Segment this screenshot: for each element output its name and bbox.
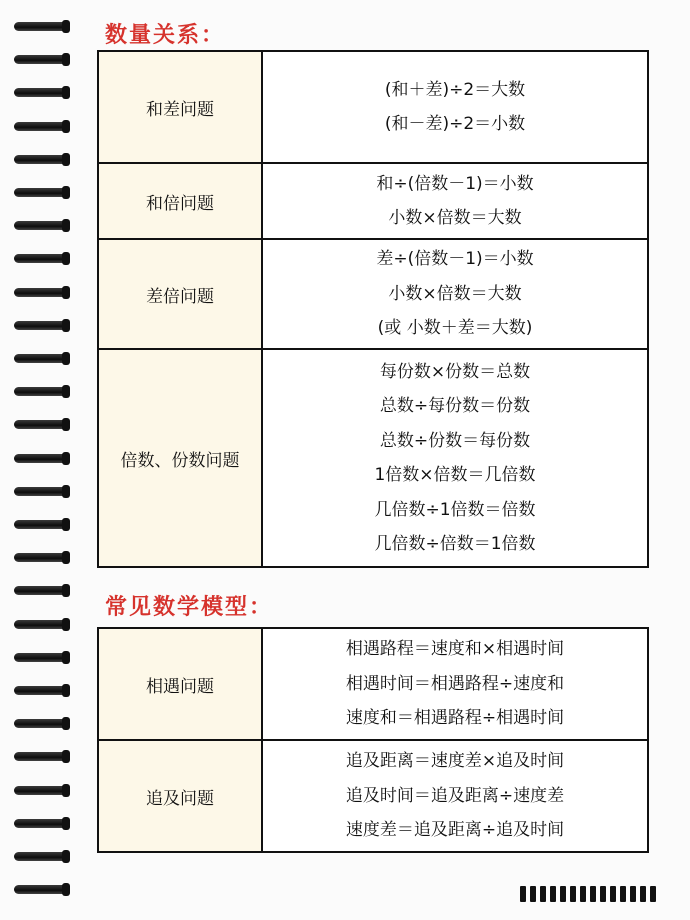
formula: 相遇路程＝速度和×相遇时间 [345,639,565,660]
formula: (或 小数＋差＝大数) [377,318,533,339]
spiral-ring [14,120,70,134]
stripe [550,886,556,902]
formula-cell [262,163,648,239]
stripe [610,886,616,902]
spiral-ring [14,86,70,100]
problem-name: 追及问题 [98,740,262,852]
spiral-ring [14,385,70,399]
spiral-ring [14,286,70,300]
formula: (和＋差)÷2＝大数 [384,79,526,100]
table-row [98,349,648,567]
spiral-ring [14,153,70,167]
spiral-ring [14,418,70,432]
formula: 总数÷份数＝每份数 [379,430,531,451]
formula: 每份数×份数＝总数 [379,361,531,382]
spiral-ring [14,352,70,366]
spiral-ring [14,485,70,499]
formula: 追及距离＝速度差×追及时间 [345,751,565,772]
stripe [630,886,636,902]
stripe [540,886,546,902]
decorative-stripes [520,886,680,902]
formula-cell [262,51,648,163]
spiral-ring [14,784,70,798]
table-row [98,628,648,740]
formula: 相遇时间＝相遇路程÷速度和 [345,673,565,694]
table-row [98,51,648,163]
formula: (和－差)÷2＝小数 [384,114,526,134]
formula-cell [262,349,648,567]
section-title-quantity-relations: 数量关系： [105,23,226,48]
formula-cell [262,239,648,349]
formula: 小数×倍数＝大数 [388,208,522,228]
stripe [570,886,576,902]
spiral-ring [14,850,70,864]
spiral-ring [14,518,70,532]
quantity-relations-table [97,50,649,568]
table-row [98,163,648,239]
stripe [620,886,626,902]
math-models-table [97,627,649,853]
formula: 追及时间＝追及距离÷速度差 [345,785,565,806]
spiral-ring [14,551,70,565]
problem-name: 和差问题 [98,51,262,163]
spiral-ring [14,584,70,598]
formula-cell [262,740,648,852]
stripe [520,886,526,902]
formula: 速度差＝追及距离÷追及时间 [345,820,565,841]
spiral-ring [14,252,70,266]
spiral-binding [14,14,74,914]
formula: 几倍数÷倍数＝1倍数 [374,534,536,554]
spiral-ring [14,817,70,831]
stripe [580,886,586,902]
spiral-ring [14,186,70,200]
section-title-math-models: 常见数学模型： [105,595,274,620]
formula-cell [262,628,648,740]
spiral-ring [14,717,70,731]
stripe [590,886,596,902]
spiral-ring [14,219,70,233]
table-row [98,239,648,349]
stripe [600,886,606,902]
problem-name: 相遇问题 [98,628,262,740]
spiral-ring [14,452,70,466]
table-row [98,740,648,852]
stripe [640,886,646,902]
stripe [560,886,566,902]
spiral-ring [14,53,70,67]
stripe [650,886,656,902]
spiral-ring [14,684,70,698]
problem-name: 差倍问题 [98,239,262,349]
formula: 差÷(倍数－1)＝小数 [376,249,534,270]
formula: 1倍数×倍数＝几倍数 [374,465,536,485]
formula: 几倍数÷1倍数＝倍数 [374,499,536,520]
spiral-ring [14,20,70,34]
formula: 速度和＝相遇路程÷相遇时间 [345,708,565,729]
spiral-ring [14,651,70,665]
formula: 小数×倍数＝大数 [388,283,522,304]
problem-name: 和倍问题 [98,163,262,239]
spiral-ring [14,319,70,333]
problem-name: 倍数、份数问题 [98,349,262,567]
stripe [530,886,536,902]
formula: 总数÷每份数＝份数 [379,396,531,416]
formula: 和÷(倍数－1)＝小数 [376,173,534,194]
spiral-ring [14,883,70,897]
spiral-ring [14,618,70,632]
spiral-ring [14,750,70,764]
